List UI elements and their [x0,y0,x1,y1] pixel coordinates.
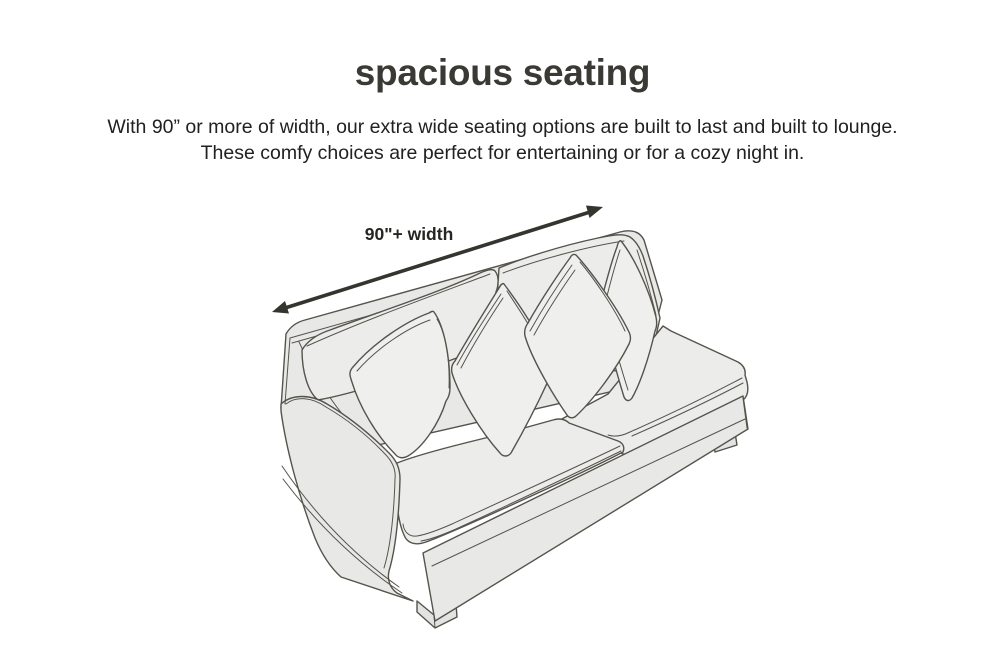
page-title: spacious seating [354,52,651,93]
description-line-1: With 90” or more of width, our extra wide seating options are built to last and built to lounge. [107,116,898,138]
dimension-label: 90"+ width [364,224,454,244]
dimension-arrow-head-left [272,301,289,314]
description-line-2: These comfy choices are perfect for entertaining or for a cozy night in. [200,142,805,164]
dimension-arrow-head-right [586,206,603,219]
sofa-illustration [281,231,748,628]
